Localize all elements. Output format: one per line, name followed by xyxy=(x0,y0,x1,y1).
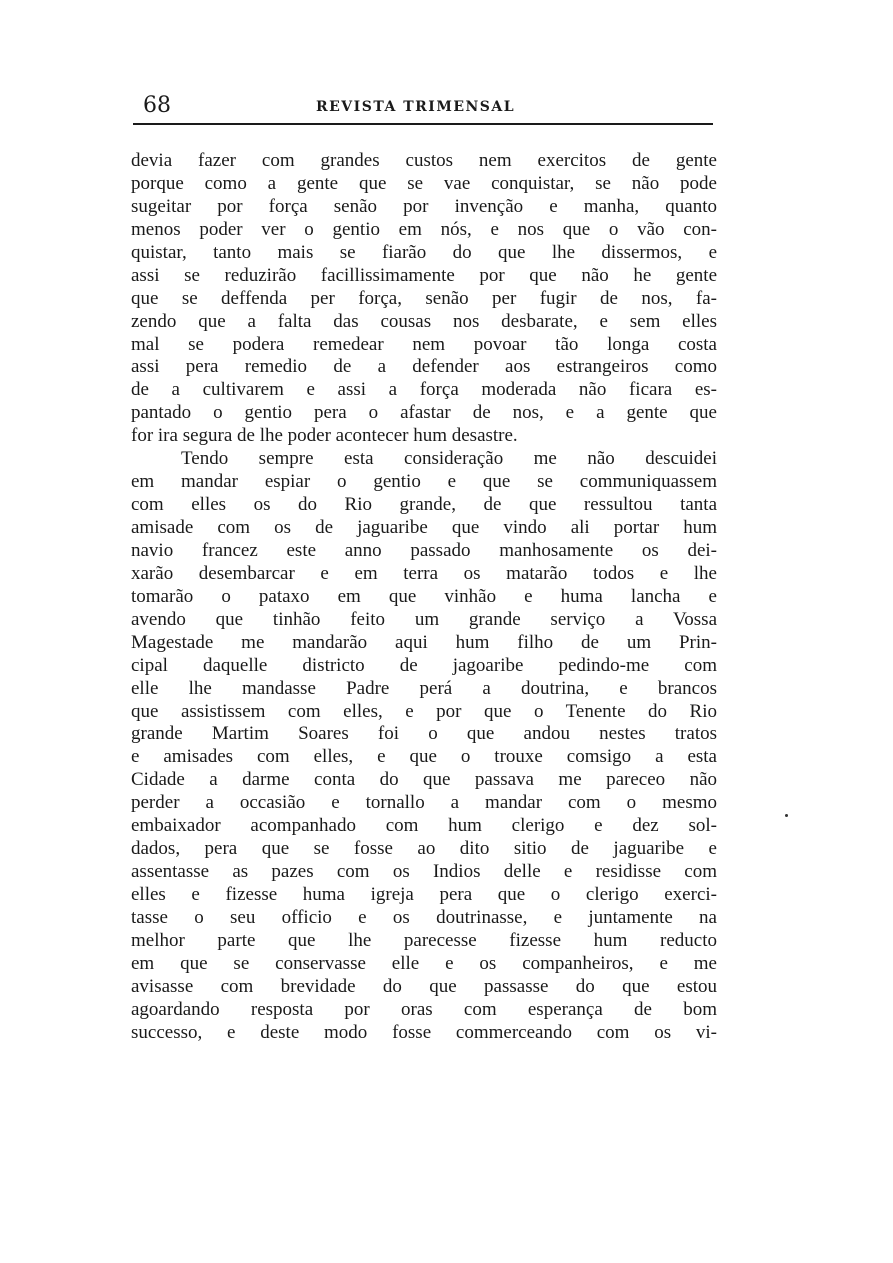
text-line: dados, pera que se fosse ao dito sitio de jaguaribe e xyxy=(131,838,717,860)
text-line: successo, e deste modo fosse commerceando com os vi- xyxy=(131,1021,717,1043)
text-line: avisasse com brevidade do que passasse do que estou xyxy=(131,975,717,997)
text-line: avendo que tinhão feito um grande serviço a Vossa xyxy=(131,608,717,630)
text-line: for ira segura de lhe poder acontecer hum desastre. xyxy=(131,425,518,447)
text-line: e amisades com elles, e que o trouxe comsigo a esta xyxy=(131,746,717,768)
text-line: Tendo sempre esta consideração me não descuidei xyxy=(181,448,717,470)
text-line: Magestade me mandarão aqui hum filho de um Prin- xyxy=(131,631,717,653)
text-line: amisade com os de jaguaribe que vindo ali portar hum xyxy=(131,517,717,538)
page-number: 68 xyxy=(143,93,171,118)
text-line: cipal daquelle districto de jagoaribe pedindo-me com xyxy=(131,654,717,676)
text-line: grande Martim Soares foi o que andou nestes tratos xyxy=(131,723,717,745)
page-header xyxy=(133,92,713,120)
text-line: Cidade a darme conta do que passava me pareceo não xyxy=(131,769,717,791)
text-line: tasse o seu officio e os doutrinasse, e juntamente na xyxy=(131,906,717,928)
text-line: xarão desembarcar e em terra os matarão todos e lhe xyxy=(131,562,717,584)
header-rule xyxy=(133,123,713,125)
text-line: assi pera remedio de a defender aos estrangeiros como xyxy=(131,356,717,378)
text-line: elle lhe mandasse Padre perá a doutrina, e brancos xyxy=(131,677,717,699)
text-line: navio francez este anno passado manhosamente os dei- xyxy=(131,539,717,561)
text-line: de a cultivarem e assi a força moderada não ficara es- xyxy=(131,379,717,401)
text-line: perder a occasião e tornallo a mandar com o mesmo xyxy=(131,792,717,814)
text-line: em mandar espiar o gentio e que se communiquassem xyxy=(131,471,717,493)
text-line: que assistissem com elles, e por que o Tenente do Rio xyxy=(131,700,717,722)
body-text xyxy=(131,150,717,1045)
text-line: sugeitar por força senão por invenção e manha, quanto xyxy=(131,195,717,217)
text-line: pantado o gentio pera o afastar de nos, e a gente que xyxy=(131,402,717,424)
text-line: assi se reduzirão facillissimamente por que não he gente xyxy=(131,264,717,286)
text-line: menos poder ver o gentio em nós, e nos que o vão con- xyxy=(131,218,717,240)
text-line: porque como a gente que se vae conquistar, se não pode xyxy=(131,172,717,194)
text-line: quistar, tanto mais se fiarão do que lhe dissermos, e xyxy=(131,241,717,263)
text-line: em que se conservasse elle e os companheiros, e me xyxy=(131,952,717,974)
text-line: embaixador acompanhado com hum clerigo e dez sol- xyxy=(131,815,717,837)
text-line: zendo que a falta das cousas nos desbarate, e sem elles xyxy=(131,310,717,332)
text-line: que se deffenda per força, senão per fugir de nos, fa- xyxy=(131,287,717,309)
text-line: melhor parte que lhe parecesse fizesse hum reducto xyxy=(131,929,717,951)
text-line: com elles os do Rio grande, de que ressultou tanta xyxy=(131,494,717,516)
ink-speck xyxy=(785,814,788,817)
text-line: tomarão o pataxo em que vinhão e huma lancha e xyxy=(131,585,717,607)
text-line: devia fazer com grandes custos nem exercitos de gente xyxy=(131,150,717,171)
text-line: mal se podera remedear nem povoar tão longa costa xyxy=(131,333,717,355)
running-head: REVISTA TRIMENSAL xyxy=(316,99,516,115)
text-line: elles e fizesse huma igreja pera que o clerigo exerci- xyxy=(131,884,717,905)
text-line: assentasse as pazes com os Indios delle e residisse com xyxy=(131,861,717,883)
text-line: agoardando resposta por oras com esperança de bom xyxy=(131,998,717,1020)
